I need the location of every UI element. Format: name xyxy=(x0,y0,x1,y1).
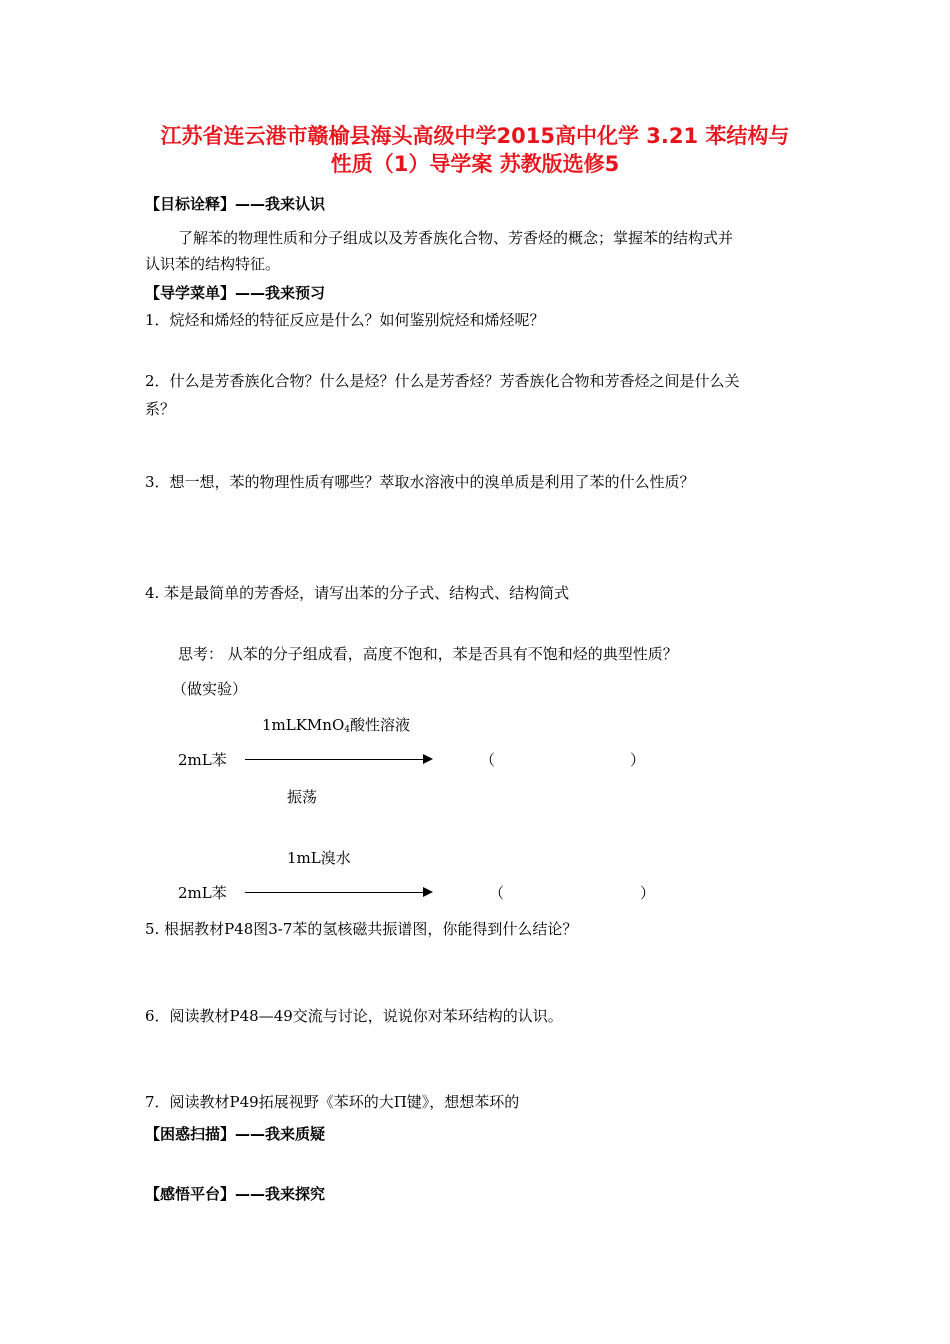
goal-text-line1: 了解苯的物理性质和分子组成以及芳香族化合物、芳香烃的概念；掌握苯的结构式并 xyxy=(178,229,734,247)
experiment-2-reagent: 1mL溴水 xyxy=(287,849,351,867)
question-2-line2: 系？ xyxy=(145,400,176,418)
experiment-1-result-close: ） xyxy=(630,751,646,769)
menu-heading: 【导学菜单】——我来预习 xyxy=(145,284,326,302)
experiment-2-arrow xyxy=(245,892,431,893)
experiment-1-condition: 振荡 xyxy=(287,788,318,806)
document-title-line2: 性质（1）导学案 苏教版选修5 xyxy=(330,152,620,176)
goal-heading: 【目标诠释】——我来认识 xyxy=(145,195,326,213)
question-7: 7．阅读教材P49拓展视野《苯环的大Π键》，想想苯环的 xyxy=(145,1093,520,1111)
document-title-line1: 江苏省连云港市赣榆县海头高级中学2015高中化学 3.21 苯结构与 xyxy=(160,124,790,148)
experiment-label: （做实验） xyxy=(172,680,248,698)
goal-text-line2: 认识苯的结构特征。 xyxy=(145,255,281,273)
question-4: 4. 苯是最简单的芳香烃，请写出苯的分子式、结构式、结构简式 xyxy=(145,584,570,602)
question-6: 6．阅读教材P48—49交流与讨论，说说你对苯环结构的认识。 xyxy=(145,1007,563,1025)
experiment-1-substance: 2mL苯 xyxy=(178,751,227,769)
think-prompt: 思考： 从苯的分子组成看，高度不饱和，苯是否具有不饱和烃的典型性质？ xyxy=(178,645,678,663)
insight-heading: 【感悟平台】——我来探究 xyxy=(145,1185,326,1203)
question-2-line1: 2．什么是芳香族化合物？什么是烃？什么是芳香烃？芳香族化合物和芳香烃之间是什么关 xyxy=(145,372,740,390)
experiment-2-substance: 2mL苯 xyxy=(178,884,227,902)
question-5: 5. 根据教材P48图3-7苯的氢核磁共振谱图，你能得到什么结论？ xyxy=(145,920,578,938)
question-1: 1．烷烃和烯烃的特征反应是什么？如何鉴别烷烃和烯烃呢？ xyxy=(145,311,545,329)
question-3: 3．想一想，苯的物理性质有哪些？萃取水溶液中的溴单质是利用了苯的什么性质？ xyxy=(145,473,695,491)
confuse-heading: 【困惑扫描】——我来质疑 xyxy=(145,1125,326,1143)
experiment-2-result-close: ） xyxy=(640,884,656,902)
experiment-1-arrow xyxy=(245,759,431,760)
experiment-2-result-open: （ xyxy=(489,884,505,902)
experiment-1-result-open: （ xyxy=(480,751,496,769)
experiment-1-reagent: 1mLKMnO$_4$酸性溶液 xyxy=(262,716,411,735)
